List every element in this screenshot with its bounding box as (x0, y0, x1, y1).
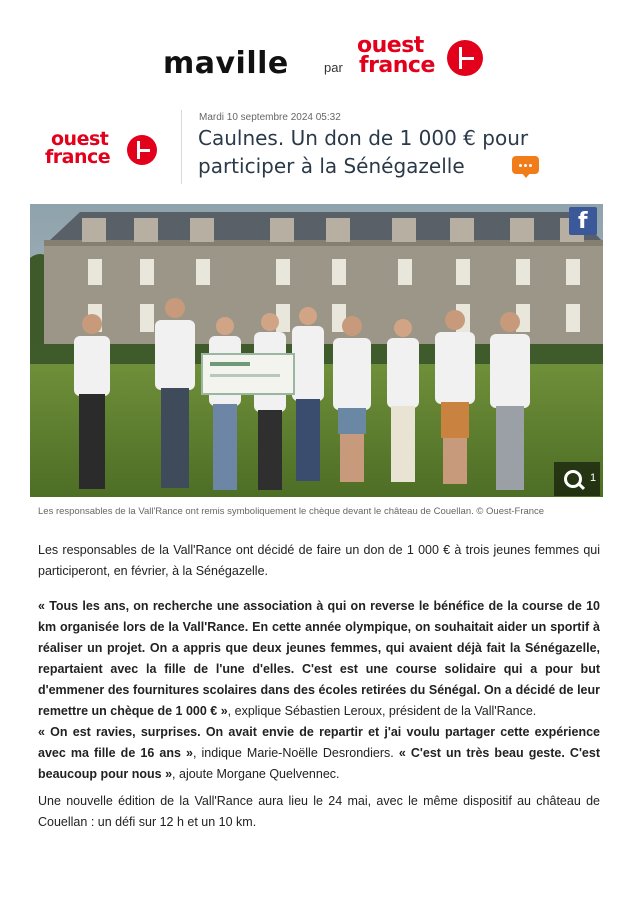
article-title: Caulnes. Un don de 1 000 € pour participer à la Sénégazelle (198, 126, 529, 178)
paragraph-quote-1 (38, 596, 600, 722)
paragraph-closing: Une nouvelle édition de la Vall'Rance aura lieu le 24 mai, avec le même dispositif au château de Couellan : un défi sur 12 h et un 10 km. (38, 794, 600, 829)
article-photo[interactable] (30, 204, 603, 497)
logo-word-ouest: ouest (357, 33, 424, 58)
facebook-icon[interactable]: f (569, 207, 597, 235)
photo-caption: Les responsables de la Vall'Rance ont remis symboliquement le chèque devant le château de Couellan. © Ouest-France (38, 506, 545, 517)
photo-illustration (30, 204, 603, 497)
ouest-france-small-mark-icon (127, 135, 157, 165)
photo-count: 1 (590, 472, 597, 484)
ouest-france-small-logo (45, 130, 160, 170)
header-divider (181, 110, 182, 184)
zoom-button[interactable] (554, 462, 600, 496)
quote-leroux: « Tous les ans, on recherche une association à qui on reverse le bénéfice de la course de 10 km organisée lors de la Vall'Rance. En cette année olympique, on souhaitait aider un sportif à réaliser un projet. On a appris que deux jeunes femmes, qui avaient déjà fait la Sénégazelle, repartaient avec la fille de l'une d'elles. C'est est une course solidaire qui a pour but d'emmener des fournitures scolaires dans des écoles retirées du Sénégal. On a décidé de leur remettre un chèque de 1 000 € » (38, 599, 600, 718)
quote-quelvennec: « C'est un très beau geste. C'est beaucoup pour nous » (38, 746, 600, 781)
article-date: Mardi 10 septembre 2024 05:32 (199, 112, 341, 123)
small-logo-word-ouest: ouest (51, 128, 109, 150)
zoom-icon (564, 470, 582, 488)
par-label: par (324, 60, 343, 75)
ouest-france-mark-icon (447, 40, 483, 76)
ouest-france-logo[interactable] (357, 34, 487, 80)
attribution-leroux: , explique Sébastien Leroux, président de la Vall'Rance. (227, 704, 537, 718)
logo-word-france: france (359, 53, 435, 78)
attribution-quelvennec: , ajoute Morgane Quelvennec. (172, 767, 340, 781)
brand-header (0, 32, 636, 82)
attribution-desrondiers: , indique Marie-Noëlle Desrondiers. (192, 746, 399, 760)
paragraph-quote-2 (38, 722, 600, 785)
comment-icon[interactable] (512, 156, 539, 174)
paragraph-intro: Les responsables de la Vall'Rance ont décidé de faire un don de 1 000 € à trois jeunes femmes qui participeront, en février, à la Sénégazelle. (38, 543, 600, 578)
quote-desrondiers: « On est ravies, surprises. On avait envie de repartir et j'ai voulu partager cette expérience avec ma fille de 16 ans » (38, 725, 600, 760)
maville-logo[interactable]: maville (163, 46, 289, 81)
small-logo-word-france: france (45, 146, 111, 168)
